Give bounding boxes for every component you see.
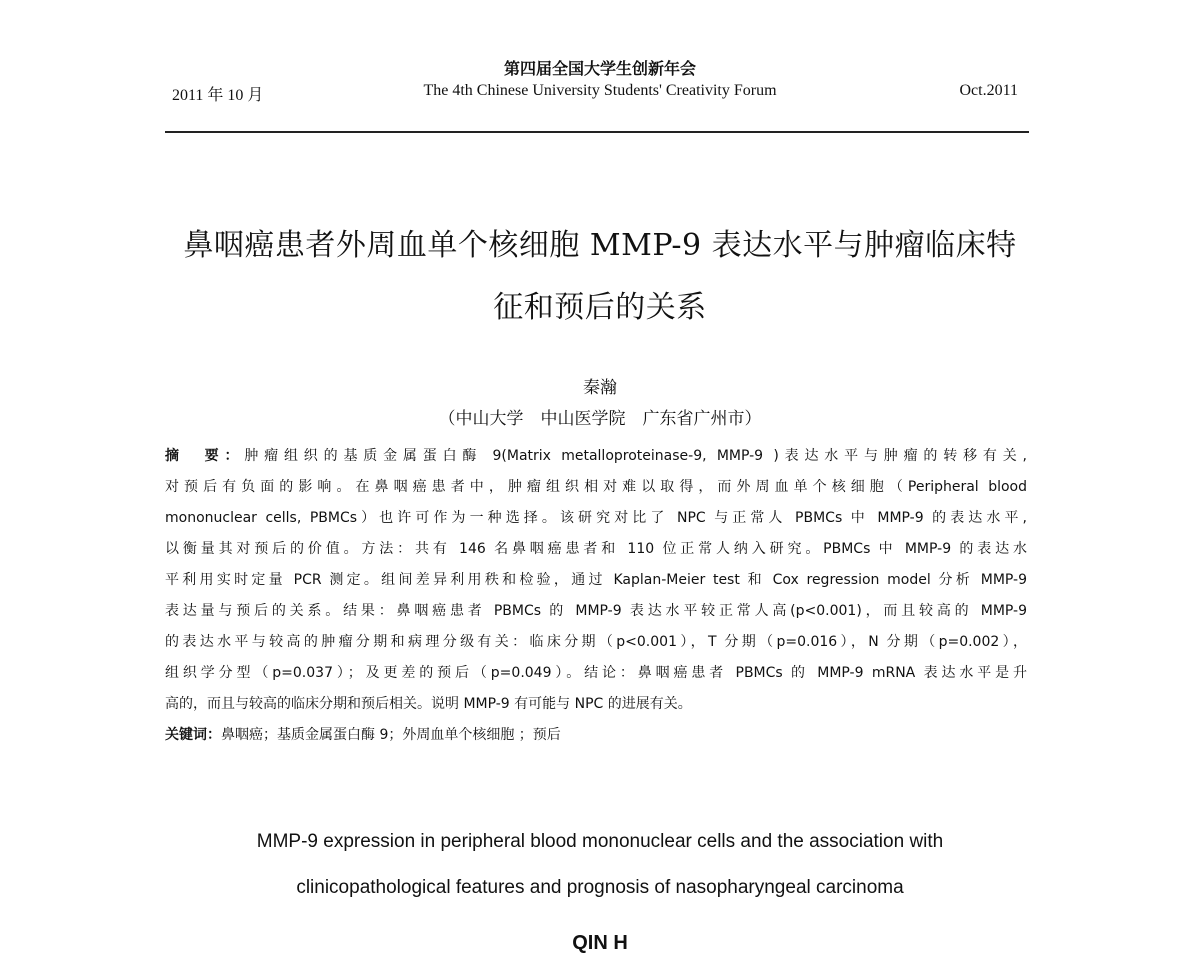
title-en-line-1: MMP-9 expression in peripheral blood mononuclear cells and the association with <box>256 831 944 852</box>
header-rule <box>165 131 1029 133</box>
title-cn-line-2: 征和预后的关系 <box>493 290 707 325</box>
header-conference-en: The 4th Chinese University Students' Creativity Forum <box>423 82 777 99</box>
affiliation-cn: （中山大学 中山医学院 广东省广州市） <box>438 409 762 429</box>
author-cn: 秦瀚 <box>583 378 617 398</box>
keywords <box>165 724 1027 744</box>
header-date-en: Oct.2011 <box>959 82 1018 99</box>
author-en: QIN H <box>572 932 628 954</box>
abstract-line: 高的，而且与较高的临床分期和预后相关。说明 MMP-9 有可能与 NPC 的进展有关。 <box>165 696 692 712</box>
abstract-line: 表达量与预后的关系。结果：鼻咽癌患者 PBMCs 的 MMP-9 表达水平较正常人高(p<0.001)，而且较高的 MMP-9 <box>165 603 1027 619</box>
abstract-line: 以衡量其对预后的价值。方法：共有 146 名鼻咽癌患者和 110 位正常人纳入研究。PBMCs 中 MMP-9 的表达水 <box>165 541 1027 557</box>
abstract-line: 组织学分型（p=0.037）；及更差的预后（p=0.049）。结论：鼻咽癌患者 PBMCs 的 MMP-9 mRNA 表达水平是升 <box>165 665 1027 681</box>
title-en-line-2: clinicopathological features and prognosis of nasopharyngeal carcinoma <box>296 877 904 898</box>
abstract-line: 对预后有负面的影响。在鼻咽癌患者中，肿瘤组织相对难以取得，而外周血单个核细胞（Peripheral blood <box>165 479 1027 495</box>
abstract-line: 平利用实时定量 PCR 测定。组间差异利用秩和检验，通过 Kaplan-Meier test 和 Cox regression model 分析 MMP-9 <box>165 572 1027 588</box>
abstract-line: 摘 要：肿瘤组织的基质金属蛋白酶 9(Matrix metalloproteinase-9, MMP-9 )表达水平与肿瘤的转移有关, <box>165 448 1027 464</box>
abstract-line: 的表达水平与较高的肿瘤分期和病理分级有关：临床分期（p<0.001），T 分期（p=0.016），N 分期（p=0.002）， <box>165 634 1027 650</box>
header-conference-cn: 第四届全国大学生创新年会 <box>503 61 696 78</box>
keywords-text: 鼻咽癌；基质金属蛋白酶 9；外周血单个核细胞 ；预后 <box>221 727 561 743</box>
header-date-cn: 2011 年 10 月 <box>172 87 264 104</box>
abstract-label: 摘 要： <box>165 448 245 464</box>
abstract-line: mononuclear cells, PBMCs）也许可作为一种选择。该研究对比了 NPC 与正常人 PBMCs 中 MMP-9 的表达水平, <box>165 510 1027 526</box>
keywords-label: 关键词： <box>165 727 221 743</box>
title-cn-line-1: 鼻咽癌患者外周血单个核细胞 MMP-9 表达水平与肿瘤临床特 <box>183 228 1017 263</box>
